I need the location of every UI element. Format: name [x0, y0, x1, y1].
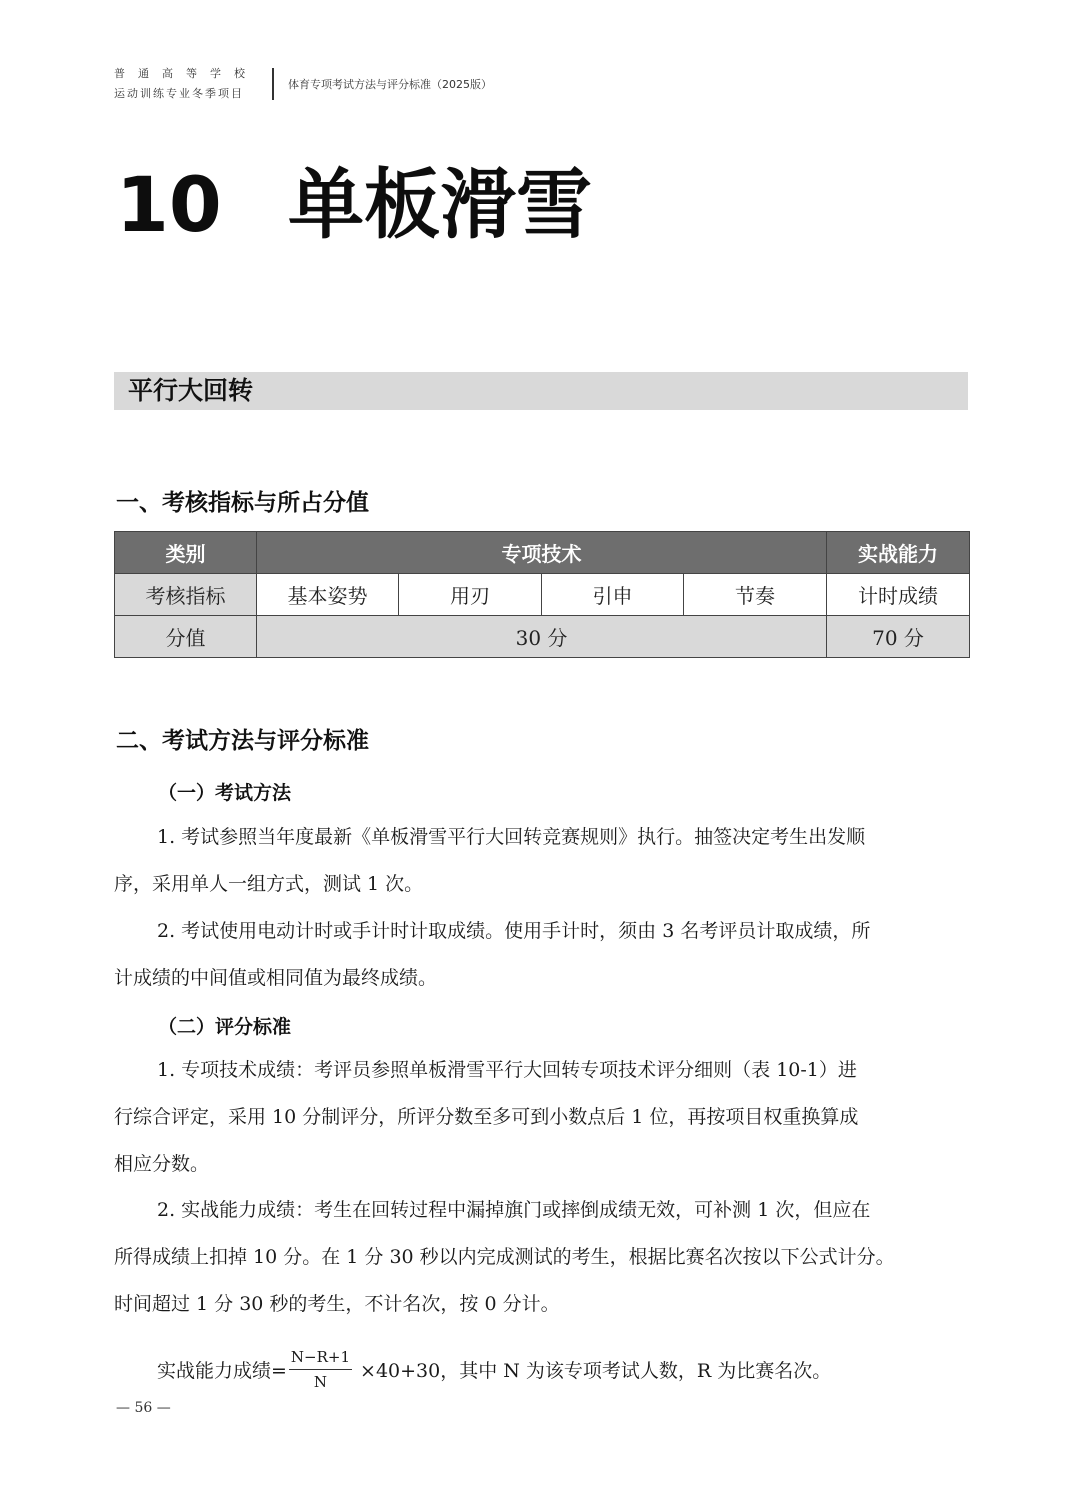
text-line: 序，采用单人一组方式，测试 1 次。: [114, 873, 424, 895]
subheading-exam-method: （一）考试方法: [158, 782, 292, 804]
score-table: [114, 531, 970, 658]
text-line: 2. 实战能力成绩：考生在回转过程中漏掉旗门或摔倒成绩无效，可补测 1 次，但应在: [157, 1199, 871, 1221]
running-head-left: [114, 64, 258, 104]
running-head-divider: [272, 68, 274, 100]
formula-numerator: N−R+1: [289, 1348, 352, 1370]
running-head: [114, 64, 492, 104]
running-head-left-line1: 普通高等学校: [114, 67, 258, 80]
formula-denominator: N: [313, 1372, 328, 1391]
chapter-name: 单板滑雪: [288, 160, 592, 249]
running-head-right: 体育专项考试方法与评分标准（2025版）: [288, 78, 492, 91]
formula-suffix: ×40+30，其中 N 为该专项考试人数，R 为比赛名次。: [360, 1359, 832, 1382]
table-cell: 引申: [542, 574, 684, 616]
text-line: 1. 专项技术成绩：考评员参照单板滑雪平行大回转专项技术评分细则（表 10-1）进: [157, 1059, 857, 1081]
text-line: 行综合评定，采用 10 分制评分，所评分数至多可到小数点后 1 位，再按项目权重换算成: [114, 1106, 859, 1128]
table-row: [115, 616, 970, 658]
paragraph-method-2: [114, 908, 969, 1002]
table-cell-score-label: 分值: [115, 616, 257, 658]
formula-prefix: 实战能力成绩=: [157, 1359, 287, 1382]
table-header-category: 类别: [115, 532, 257, 574]
heading-indicators: 一、考核指标与所占分值: [116, 490, 369, 516]
table-row: [115, 532, 970, 574]
table-cell: 节奏: [684, 574, 827, 616]
table-header-actual: 实战能力: [827, 532, 970, 574]
section-title: 平行大回转: [114, 372, 968, 410]
table-header-technique: 专项技术: [257, 532, 827, 574]
table-cell-score-actual: 70 分: [827, 616, 970, 658]
text-line: 所得成绩上扣掉 10 分。在 1 分 30 秒以内完成测试的考生，根据比赛名次按以下公式计分。: [114, 1246, 895, 1268]
paragraph-method-1: [114, 814, 969, 908]
chapter-title: [116, 160, 592, 250]
table-cell: 计时成绩: [827, 574, 970, 616]
heading-methods: 二、考试方法与评分标准: [116, 728, 369, 754]
table-cell-score-tech: 30 分: [257, 616, 827, 658]
text-line: 相应分数。: [114, 1153, 210, 1175]
paragraph-scoring-1: [114, 1047, 969, 1188]
subheading-scoring: （二）评分标准: [158, 1016, 292, 1038]
chapter-number: 10: [116, 160, 222, 249]
text-line: 时间超过 1 分 30 秒的考生，不计名次，按 0 分计。: [114, 1293, 560, 1315]
paragraph-scoring-2: [114, 1187, 969, 1328]
table-cell-indicators-label: 考核指标: [115, 574, 257, 616]
text-line: 2. 考试使用电动计时或手计时计取成绩。使用手计时，须由 3 名考评员计取成绩，所: [157, 920, 871, 942]
text-line: 1. 考试参照当年度最新《单板滑雪平行大回转竞赛规则》执行。抽签决定考生出发顺: [157, 826, 866, 848]
table-cell: 用刃: [399, 574, 542, 616]
formula-fraction: [289, 1348, 352, 1391]
table-cell: 基本姿势: [257, 574, 399, 616]
running-head-left-line2: 运动训练专业冬季项目: [114, 87, 244, 100]
page-number: — 56 —: [116, 1400, 171, 1416]
text-line: 计成绩的中间值或相同值为最终成绩。: [114, 967, 438, 989]
formula: [157, 1334, 831, 1404]
table-row: [115, 574, 970, 616]
